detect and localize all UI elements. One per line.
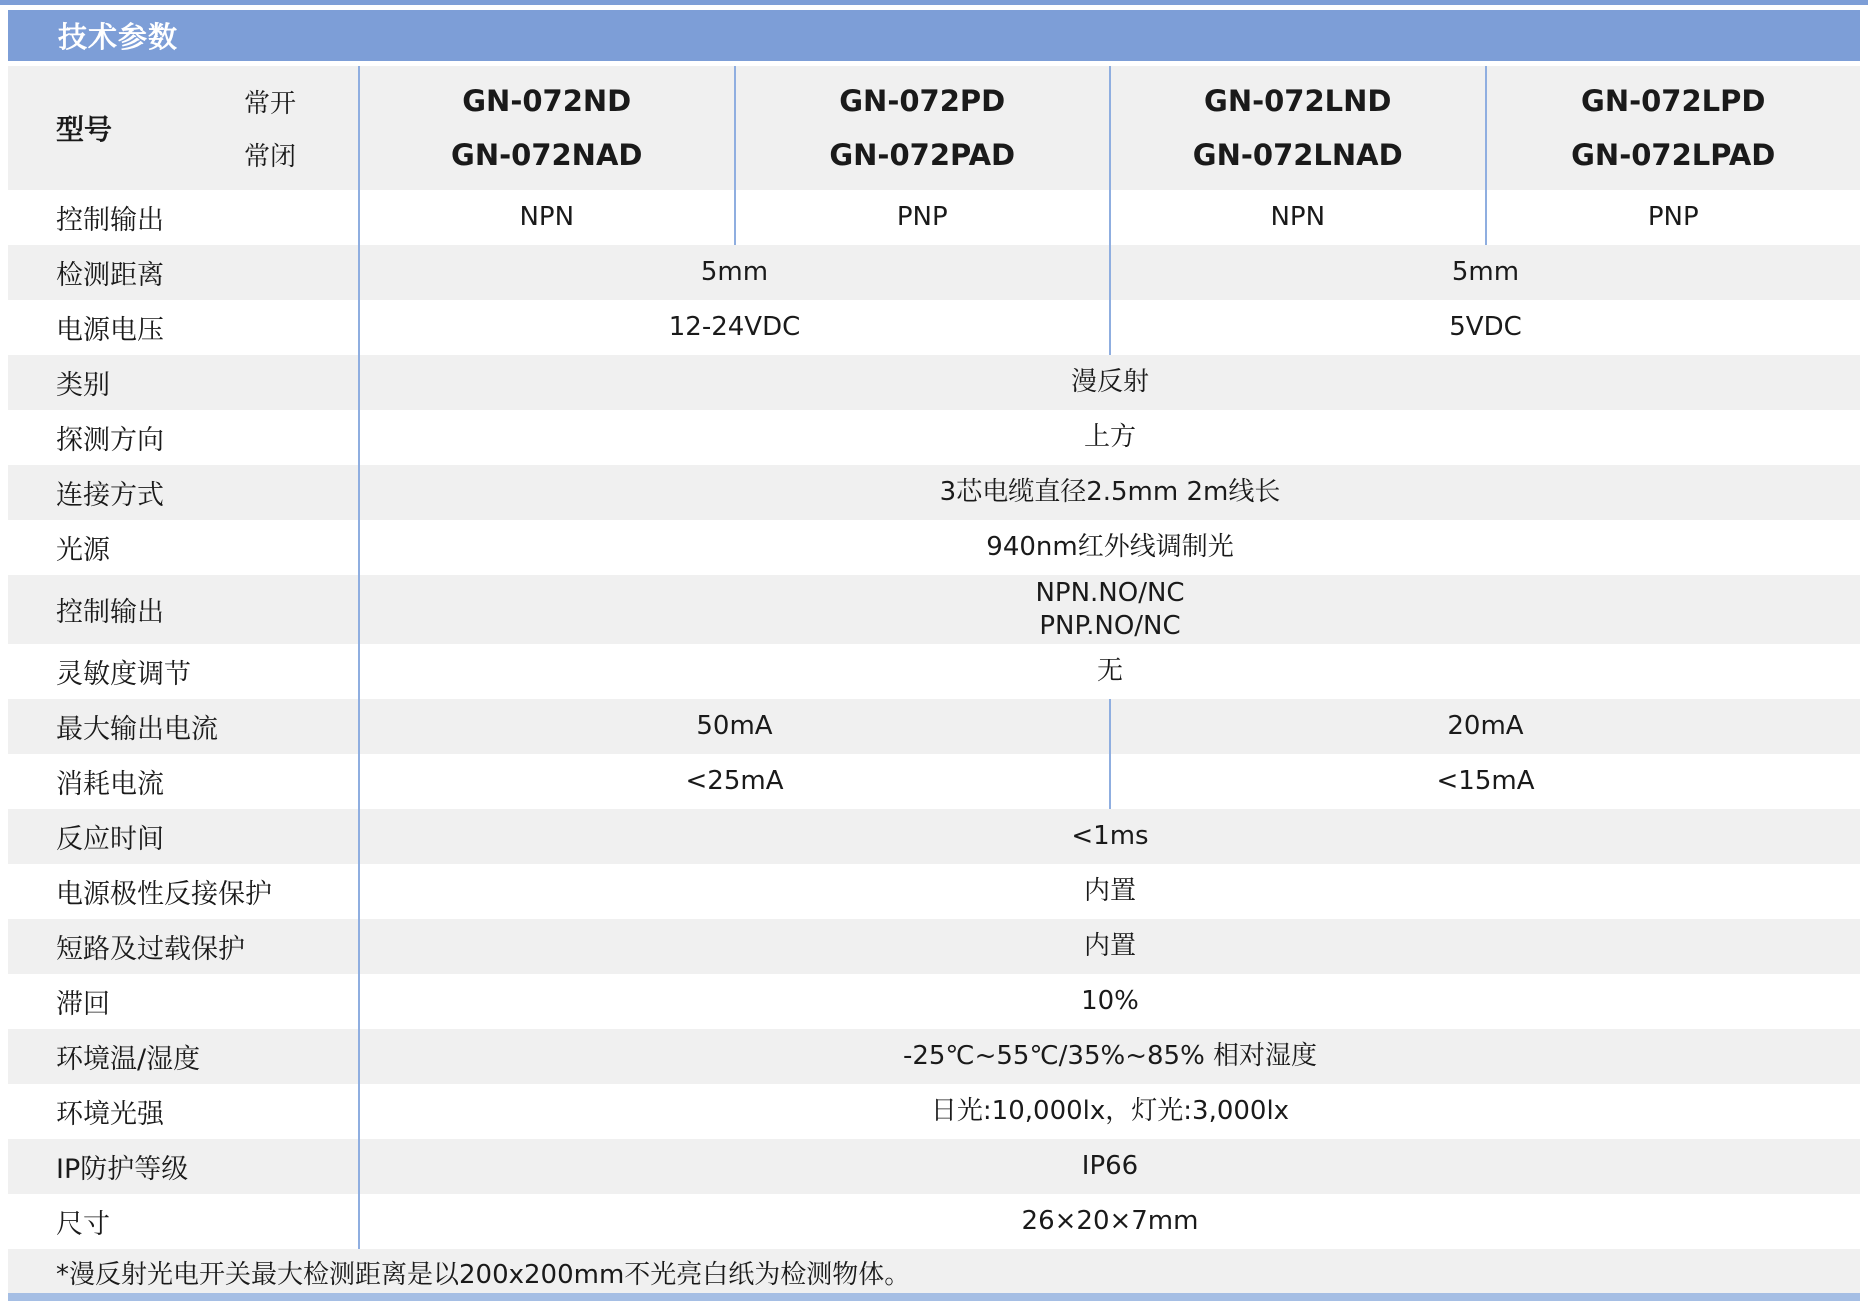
row-label: 环境温/湿度: [56, 1044, 201, 1075]
row-label: 环境光强: [56, 1099, 164, 1130]
row-label: 尺寸: [56, 1209, 110, 1240]
model-name-nc: GN-072NAD: [451, 137, 643, 172]
spec-value: 10%: [1081, 986, 1139, 1017]
bottom-accent-bar: [8, 1293, 1860, 1301]
row-label: 短路及过载保护: [56, 934, 245, 965]
row-label: 连接方式: [56, 480, 164, 511]
spec-value-line1: NPN.NO/NC: [1035, 578, 1185, 608]
spec-value: [360, 575, 1860, 644]
no-nc-labels: [244, 66, 296, 190]
spec-row-hysteresis: [8, 974, 1860, 1029]
spec-value: <15mA: [1109, 754, 1860, 809]
spec-value: 5mm: [700, 257, 769, 288]
spec-table: [8, 66, 1860, 1295]
spec-value: 3芯电缆直径2.5mm 2m线长: [939, 477, 1281, 508]
normally-closed-label: 常闭: [243, 142, 296, 173]
spec-row-sensitivity: [8, 644, 1860, 699]
spec-row-sensing-distance: [8, 245, 1860, 300]
model-columns: [358, 66, 1860, 190]
row-label: 灵敏度调节: [56, 659, 191, 690]
top-accent-strip: [0, 0, 1868, 5]
model-name-nc: GN-072LNAD: [1192, 137, 1403, 172]
spec-value: 内置: [1083, 876, 1136, 907]
spec-value: <25mA: [685, 766, 784, 797]
spec-row-category: [8, 355, 1860, 410]
spec-value: PNP: [734, 190, 1110, 245]
row-label: 探测方向: [56, 425, 164, 456]
spec-row-dimensions: [8, 1194, 1860, 1249]
row-label: 光源: [56, 535, 110, 566]
model-column-2: [734, 66, 1110, 190]
model-label: 型号: [56, 113, 113, 146]
spec-value-line2: PNP.NO/NC: [1039, 610, 1181, 641]
model-name-nc: GN-072LPAD: [1571, 137, 1776, 172]
normally-open-label: 常开: [243, 88, 296, 119]
spec-row-reverse-polarity-protection: [8, 864, 1860, 919]
spec-value: 内置: [1083, 931, 1136, 962]
spec-row-control-output: [8, 190, 1860, 245]
spec-value: 漫反射: [1070, 367, 1149, 398]
spec-value: IP66: [1081, 1151, 1139, 1182]
model-name-no: GN-072LND: [1204, 84, 1392, 119]
spec-value: <1ms: [1071, 821, 1149, 852]
spec-row-current-consumption: [8, 754, 1860, 809]
model-column-1: [360, 66, 734, 190]
section-title: 技术参数: [58, 20, 179, 54]
spec-value: 26×20×7mm: [1021, 1206, 1199, 1237]
model-column-4: [1485, 66, 1861, 190]
spec-row-ambient-temp-humidity: [8, 1029, 1860, 1084]
model-name-nc: GN-072PAD: [829, 137, 1016, 172]
spec-value: 12-24VDC: [668, 312, 801, 343]
spec-row-control-output-modes: [8, 575, 1860, 644]
spec-row-sensing-direction: [8, 410, 1860, 465]
model-name-no: GN-072PD: [839, 84, 1006, 119]
model-name-no: GN-072ND: [462, 84, 632, 119]
spec-row-short-circuit-protection: [8, 919, 1860, 974]
spec-row-max-output-current: [8, 699, 1860, 754]
spec-value: NPN: [1109, 190, 1485, 245]
row-label: 控制输出: [56, 205, 164, 236]
spec-value: PNP: [1485, 190, 1861, 245]
spec-value: 无: [1096, 656, 1123, 687]
row-label: 电源极性反接保护: [56, 879, 272, 910]
row-label: 电源电压: [56, 315, 164, 346]
spec-row-light-source: [8, 520, 1860, 575]
section-title-bar: [8, 10, 1860, 61]
spec-row-ambient-light: [8, 1084, 1860, 1139]
spec-row-connection: [8, 465, 1860, 520]
spec-value: 940nm红外线调制光: [986, 532, 1234, 563]
row-label: 消耗电流: [56, 769, 164, 800]
row-label: 类别: [56, 370, 110, 401]
model-label-cell: [8, 66, 358, 190]
spec-row-supply-voltage: [8, 300, 1860, 355]
model-header-row: [8, 66, 1860, 190]
spec-value: 日光:10,000lx，灯光:3,000lx: [930, 1096, 1290, 1127]
row-label: 检测距离: [56, 260, 164, 291]
row-label: 最大输出电流: [56, 714, 218, 745]
footnote-text: *漫反射光电开关最大检测距离是以200x200mm不光亮白纸为检测物体。: [56, 1259, 911, 1290]
spec-row-response-time: [8, 809, 1860, 864]
spec-value: 50mA: [696, 711, 773, 742]
row-label: IP防护等级: [56, 1154, 189, 1185]
spec-value: 5VDC: [1109, 300, 1860, 355]
row-label: 控制输出: [56, 597, 164, 628]
spec-value: -25℃~55℃/35%~85% 相对湿度: [902, 1041, 1318, 1072]
spec-value: NPN: [519, 202, 575, 233]
model-name-no: GN-072LPD: [1581, 84, 1766, 119]
spec-value: 上方: [1083, 422, 1136, 453]
model-column-3: [1109, 66, 1485, 190]
spec-value: 5mm: [1109, 245, 1860, 300]
spec-value: 20mA: [1109, 699, 1860, 754]
row-label: 滞回: [56, 989, 110, 1020]
spec-row-ip-rating: [8, 1139, 1860, 1194]
row-label: 反应时间: [56, 824, 164, 855]
footnote-row: [8, 1249, 1860, 1295]
